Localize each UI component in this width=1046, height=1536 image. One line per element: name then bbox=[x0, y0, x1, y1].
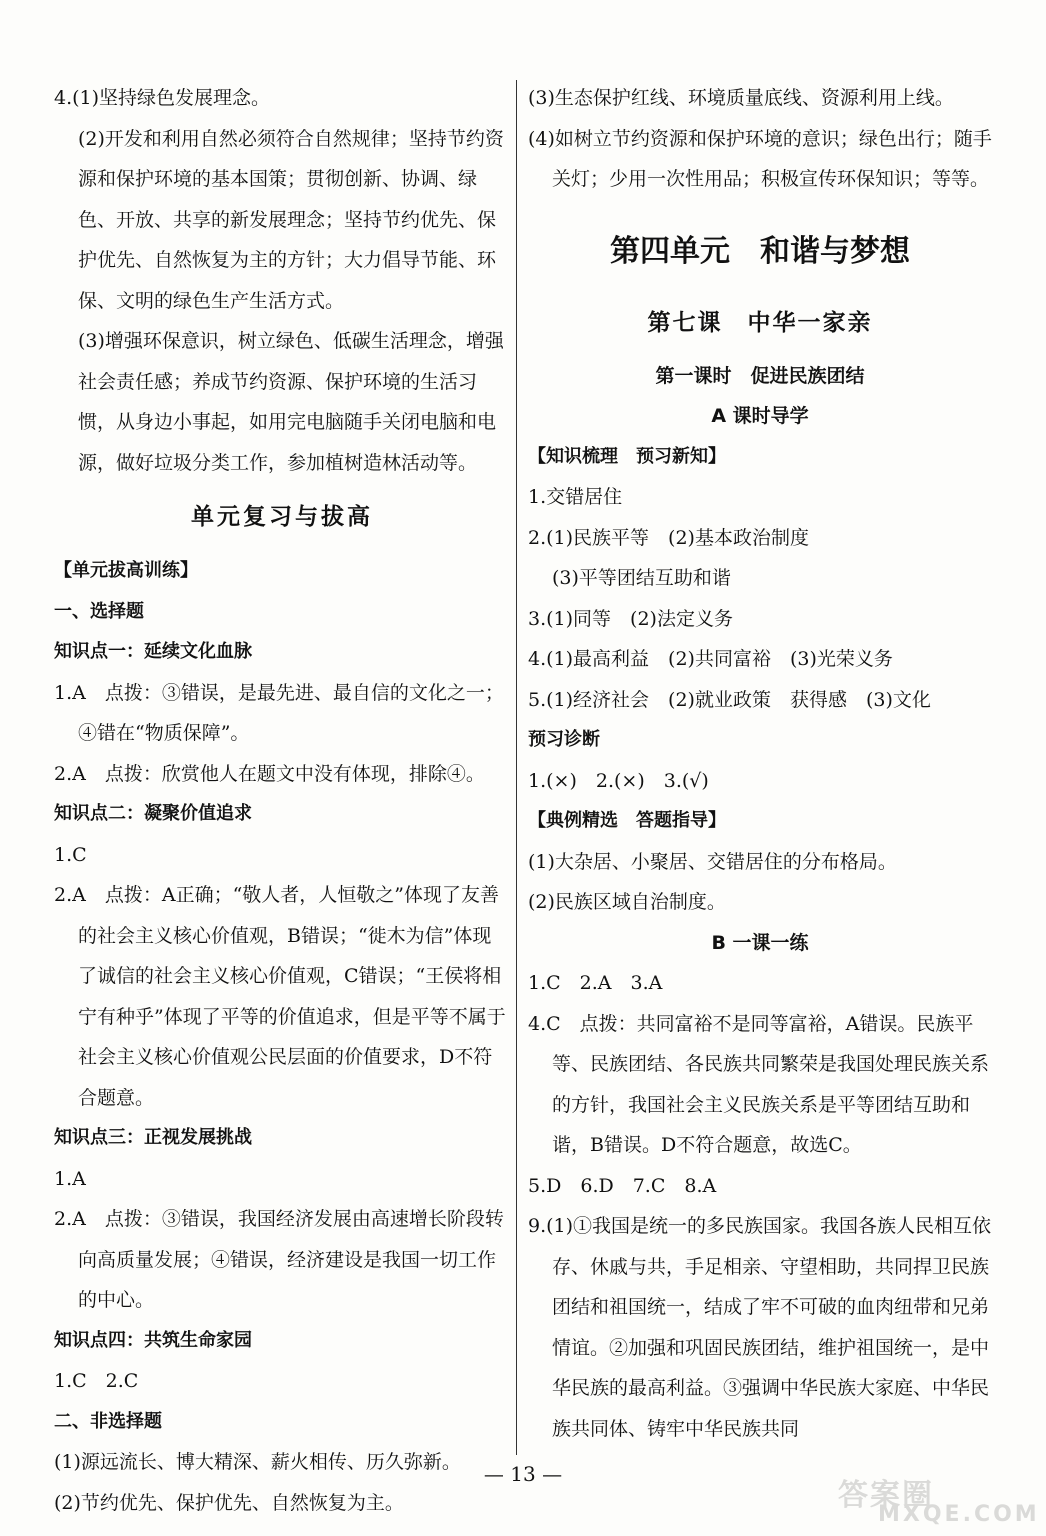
kp1-answer-1: 1.A 点拨：③错误，是最先进、最自信的文化之一；④错在“物质保障”。 bbox=[54, 681, 504, 744]
knowledge-answer-2b: (3)平等团结互助和谐 bbox=[552, 567, 731, 589]
knowledge-answer-4: 4.(1)最高利益 (2)共同富裕 (3)光荣义务 bbox=[528, 648, 893, 670]
non-choice-answer-4: (4)如树立节约资源和保护环境的意识；绿色出行；随手关灯；少用一次性用品；积极宣传环保知识；等等。 bbox=[528, 127, 992, 190]
kp1-answer-2: 2.A 点拨：欣赏他人在题文中没有体现，排除④。 bbox=[54, 762, 485, 785]
review-title: 单元复习与拔高 bbox=[191, 503, 373, 530]
section-two-heading: 二、非选择题 bbox=[54, 1410, 162, 1432]
knowledge-answer-3: 3.(1)同等 (2)法定义务 bbox=[528, 607, 733, 630]
kp3-answer-1: 1.A bbox=[54, 1167, 86, 1190]
example-answer-2: (2)民族区域自治制度。 bbox=[528, 891, 726, 913]
session-title: 第一课时 促进民族团结 bbox=[655, 364, 865, 387]
answer-4-2: (2)开发和利用自然必须符合自然规律；坚持节约资源和保护环境的基本国策；贯彻创新、协调、绿色、开放、共享的新发展理念；坚持节约优先、保护优先、自然恢复为主的方针；大力倡导节能、环保、文明的绿色生产生活方式。 bbox=[78, 127, 504, 312]
kp2-answer-1: 1.C bbox=[54, 843, 87, 866]
non-choice-answer-2: (2)节约优先、保护优先、自然恢复为主。 bbox=[54, 1491, 404, 1514]
training-header: 【单元拔高训练】 bbox=[54, 560, 198, 581]
section-one-heading: 一、选择题 bbox=[54, 600, 144, 622]
answer-4-3: (3)增强环保意识，树立绿色、低碳生活理念，增强社会责任感；养成节约资源、保护环境的生活习惯，从身边小事起，如用完电脑随手关闭电脑和电源，做好垃圾分类工作，参加植树造林活动等。 bbox=[78, 330, 504, 474]
diagnosis-answers: 1.(×) 2.(×) 3.(√) bbox=[528, 769, 709, 792]
watermark-url: MXQE.COM bbox=[878, 1502, 1040, 1527]
b-answer-4: 4.C 点拨：共同富裕不是同等富裕，A错误。民族平等、民族团结、各民族共同繁荣是我国处理民族关系的方针，我国社会主义民族关系是平等团结互助和谐，B错误。D不符合题意，故选C。 bbox=[528, 1012, 990, 1156]
lesson-title: 第七课 中华一家亲 bbox=[647, 308, 873, 336]
answer-4-1: 4.(1)坚持绿色发展理念。 bbox=[54, 87, 271, 109]
non-choice-answer-1: (1)源远流长、博大精深、薪火相传、历久弥新。 bbox=[54, 1451, 461, 1473]
watermark-logo bbox=[838, 1470, 1038, 1530]
knowledge-answer-2a: 2.(1)民族平等 (2)基本政治制度 bbox=[528, 526, 809, 549]
kp3-answer-2: 2.A 点拨：③错误，我国经济发展由高速增长阶段转向高质量发展；④错误，经济建设是我国一切工作的中心。 bbox=[54, 1208, 504, 1311]
part-b-heading: B 一课一练 bbox=[711, 931, 809, 954]
example-answer-1: (1)大杂居、小聚居、交错居住的分布格局。 bbox=[528, 850, 897, 873]
watermark-text: 答案圈 bbox=[838, 1478, 934, 1513]
b-answers-1-3: 1.C 2.A 3.A bbox=[528, 972, 663, 994]
part-a-heading: A 课时导学 bbox=[711, 405, 809, 427]
b-answers-5-8: 5.D 6.D 7.C 8.A bbox=[528, 1174, 717, 1197]
knowledge-answer-5: 5.(1)经济社会 (2)就业政策 获得感 (3)文化 bbox=[528, 688, 931, 711]
kp4-answers: 1.C 2.C bbox=[54, 1370, 139, 1392]
column-divider bbox=[516, 80, 517, 1455]
unit-title: 第四单元 和谐与梦想 bbox=[610, 233, 910, 269]
kp2-answer-2: 2.A 点拨：A正确；“敬人者，人恒敬之”体现了友善的社会主义核心价值观，B错误；“徙木为信”体现了诚信的社会主义核心价值观，C错误；“王侯将相宁有种乎”体现了平等的价值追求，但是平等不属于社会主义核心价值观公民层面的价值要求，D不符合题意。 bbox=[54, 884, 506, 1109]
knowledge-point-1: 知识点一：延续文化血脉 bbox=[54, 641, 252, 662]
knowledge-answer-1: 1.交错居住 bbox=[528, 486, 623, 508]
b-answer-9: 9.(1)①我国是统一的多民族国家。我国各族人民相互依存、休戚与共，手足相亲、守望相助，共同捍卫民族团结和祖国统一，结成了牢不可破的血肉纽带和兄弟情谊。②加强和巩固民族团结，维护祖国统一，是中华民族的最高利益。③强调中华民族大家庭、中华民族共同体、铸牢中华民族共同 bbox=[528, 1215, 992, 1440]
knowledge-point-2: 知识点二：凝聚价值追求 bbox=[54, 803, 252, 824]
preview-diagnosis-heading: 预习诊断 bbox=[528, 729, 600, 750]
left-column bbox=[54, 78, 510, 1523]
right-column bbox=[528, 78, 992, 1449]
page-number: — 13 — bbox=[483, 1462, 563, 1486]
knowledge-point-4: 知识点四：共筑生命家园 bbox=[54, 1329, 252, 1351]
non-choice-answer-3: (3)生态保护红线、环境质量底线、资源利用上线。 bbox=[528, 87, 954, 109]
knowledge-review-header: 【知识梳理 预习新知】 bbox=[528, 445, 726, 467]
example-header: 【典例精选 答题指导】 bbox=[528, 810, 726, 831]
knowledge-point-3: 知识点三：正视发展挑战 bbox=[54, 1127, 252, 1148]
